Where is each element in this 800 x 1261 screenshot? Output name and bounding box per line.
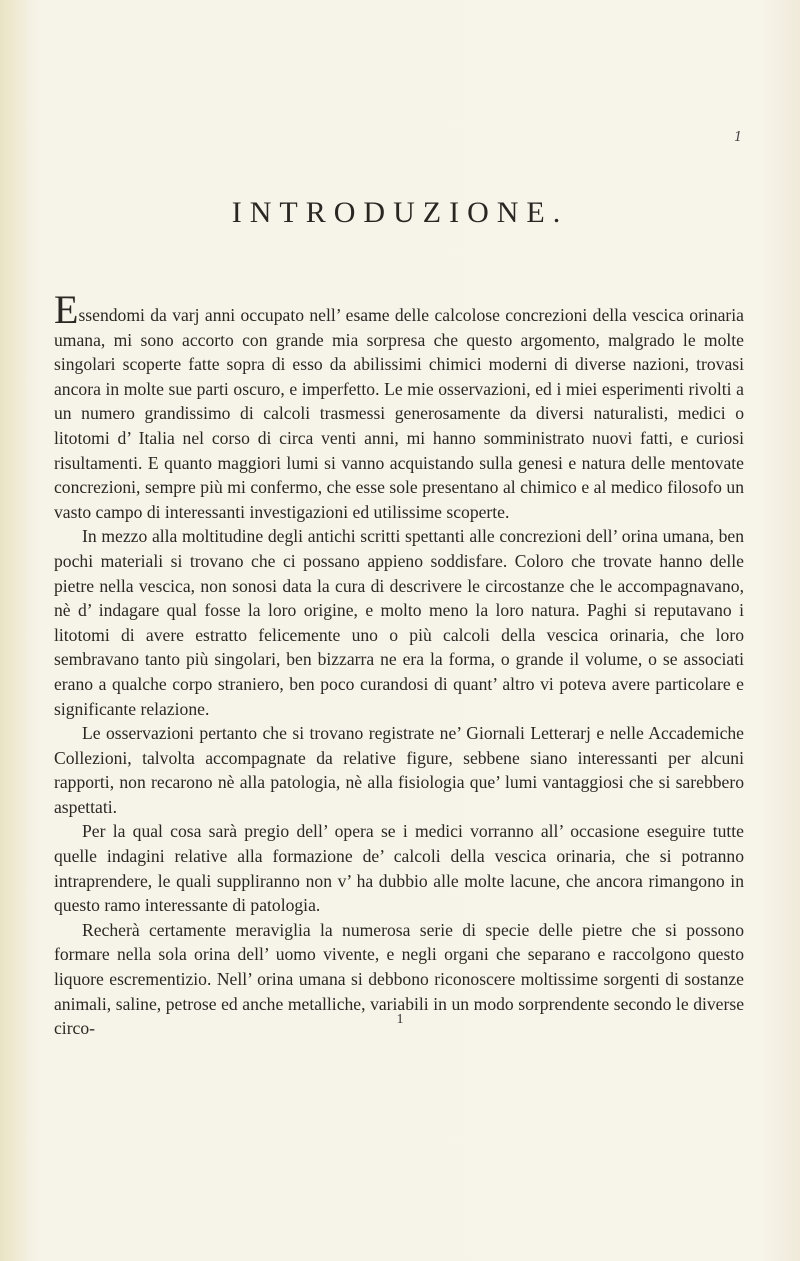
page-number: 1 (734, 130, 743, 145)
page-gutter (0, 0, 28, 1261)
paragraph-1-text: ssendomi da varj anni occupato nell’ esame delle calcolose concrezioni della vescica orinaria umana, mi sono accorto con grande mia sorpresa che questo argomento, malgrado le molte singolari scoperte fatte sopra di esso da abilissimi chimici moderni di diverse nazioni, trovasi ancora in molte sue parti oscuro, e imperfetto. Le mie osservazioni, ed i miei esperimenti rivolti a un numero grandissimo di calcoli trasmessi generosamente da diversi naturalisti, medici o litotomi d’ Italia nel corso di circa venti anni, mi hanno somministrato nuovi fatti, e curiosi risultamenti. E quanto maggiori lumi si vanno acquistando sulla genesi e natura delle mentovate concrezioni, sempre più mi confermo, che esse sole presentano al chimico e al medico filosofo un vasto campo di interessanti investigazioni ed utilissime scoperte. (54, 305, 744, 522)
page-title: INTRODUZIONE. (231, 196, 569, 229)
signature-mark: 1 (396, 1012, 404, 1027)
body-text (54, 287, 744, 1041)
drop-cap: E (54, 287, 79, 332)
paragraph-5: Recherà certamente meraviglia la numerosa serie di specie delle pietre che si possono formare nella sola orina dell’ uomo vivente, e negli organi che separano e raccolgono questo liquore escrementizio. Nell’ orina umana si debbono riconoscere moltissime sorgenti di sostanze animali, saline, petrose ed anche metalliche, variabili in un modo sorprendente secondo le diverse circo- (54, 919, 744, 1039)
paragraph-1 (54, 287, 744, 524)
paragraph-4: Per la qual cosa sarà pregio dell’ opera se i medici vorranno all’ occasione eseguire tutte quelle indagini relative alla formazione de’ calcoli della vescica orinaria, che si potranno intraprendere, le quali suppliranno non v’ ha dubbio alle molte lacune, che ancora rimangono in questo ramo interessante di patologia. (54, 821, 744, 916)
paragraph-3: Le osservazioni pertanto che si trovano registrate ne’ Giornali Letterarj e nelle Accademiche Collezioni, talvolta accompagnate da relative figure, sebbene siano interessanti per alcuni rapporti, non recarono nè alla patologia, nè alla fisiologia que’ lumi vantaggiosi che si sarebbero aspettati. (54, 723, 744, 817)
paragraph-2: In mezzo alla moltitudine degli antichi scritti spettanti alle concrezioni dell’ orina umana, ben pochi materiali si trovano che ci possano appieno soddisfare. Coloro che trovate hanno delle pietre nella vescica, non sonosi data la cura di descrivere le circostanze che le accompagnavano, nè d’ indagare qual fosse la loro origine, e molto meno la loro natura. Paghi si reputavano i litotomi di avere estratto felicemente uno o più calcoli della vescica orinaria, che loro sembravano tanto più singolari, ben bizzarra ne era la forma, o grande il volume, o se associati erano a qualche corpo straniero, ben poco curandosi di quant’ altro vi poteva avere particolare e significante relazione. (54, 526, 744, 719)
